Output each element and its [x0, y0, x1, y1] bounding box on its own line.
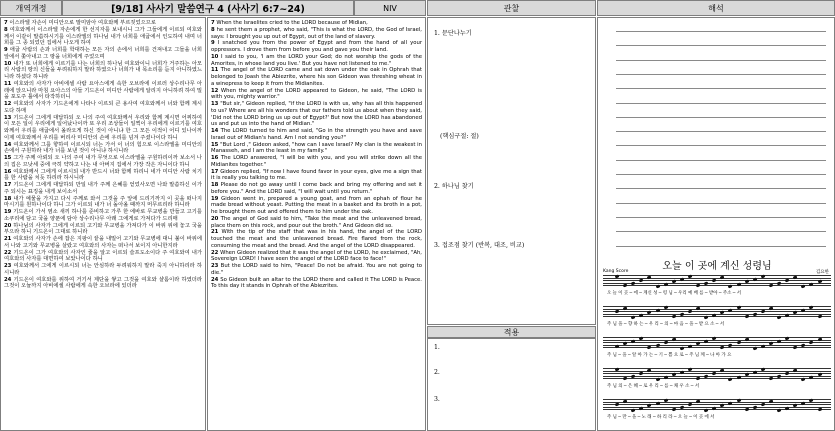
revision-header: 개역개정: [0, 0, 62, 16]
niv-verse-text: Gideon went in, prepared a young goat, and from an ephah of flour he made bread without yeast. Putting the meat in a basket and its broth in a pot, he brought them out and offered them to him under the oak.: [211, 195, 422, 215]
niv-verse-text: I said to you, 'I am the LORD your God; do not worship the gods of the Amorites, in whose land you live.' But you have not listened to me.": [211, 53, 422, 67]
korean-verse-text: 기드온이 그에게 대답하되 오 나의 주여 여호와께서 우리와 함께 계시면 어찌하여 이 모든 일이 우리에게 일어났나이까 또 우리 조상들이 일찍이 우리에게 이르기를 여호와께서 우리를 애굽에서 올라오게 하신 것이 아니냐 한 그 모든 이적이 어디 있나이까 이제 여호와께서 우리를 버리사 미디안의 손에 우리를 넘겨 주셨나이다 하니: [4, 114, 202, 141]
observation-item-1: 1. 문단나누기: [434, 30, 472, 37]
music-note: [615, 402, 619, 406]
korean-verse-text: 여호와께서 그를 향하여 이르시되 너는 가서 이 너의 힘으로 이스라엘을 미디안의 손에서 구원하라 내가 너를 보낸 것이 아니냐 하시니라: [4, 141, 202, 155]
music-staff: [603, 368, 831, 380]
music-note: [615, 309, 619, 313]
music-note: [728, 285, 732, 289]
niv-verse-number: 11: [211, 67, 219, 74]
writing-line: [616, 231, 826, 232]
niv-verse-10: [211, 54, 422, 68]
music-note: [696, 400, 700, 404]
korean-verse-number: 19: [4, 209, 12, 215]
score-label: Kang Score: [603, 269, 629, 274]
korean-verse-text: 내가 예물을 가지고 다시 주께로 와서 그것을 주 앞에 드리기까지 이 곳을 떠나지 마시기를 원하나이다 하니 그가 이르되 내가 너 돌아올 때까지 머무르리라 하니라: [4, 195, 202, 209]
writing-line: [616, 45, 826, 46]
niv-verse-8: [211, 27, 422, 41]
observation-item-2: 2. 하나님 찾기: [434, 183, 474, 190]
korean-verse-text: 여호와께서 이스라엘 자손에게 한 선지자를 보내시니 그가 그들에게 이르되 여호와께서 이같이 말씀하시기를 이스라엘의 하나님 내가 너희를 애굽에서 인도하여 내며 너희를 그 종 되었던 집에서 나오게 하여: [4, 26, 202, 47]
music-note: [655, 285, 659, 289]
music-note: [704, 374, 708, 378]
niv-verse-number: 24: [211, 276, 219, 283]
niv-verse-text: When Gideon realized that it was the angel of the LORD, he exclaimed, "Ah, Sovereign LORD! I have seen the angel of the LORD face to face!": [211, 249, 422, 263]
writing-line: [616, 131, 826, 132]
writing-line: [616, 60, 826, 61]
music-note: [696, 377, 700, 381]
music-note: [760, 402, 764, 406]
niv-verse-text: The angel of the LORD came and sat down under the oak in Ophrah that belonged to Joash the Abiezrite, where his son Gideon was threshing wheat in a winepress to keep it from the Midianites.: [211, 67, 422, 87]
observation-item-3: 3. 접조점 찾기 (반복, 대조, 비교): [434, 242, 525, 249]
observation-box: [427, 17, 596, 325]
korean-verse-number: 12: [4, 101, 12, 107]
niv-verse-number: 15: [211, 141, 219, 148]
niv-verse-11: [211, 67, 422, 87]
korean-verse-number: 14: [4, 141, 12, 148]
music-note: [631, 374, 635, 378]
korean-verse-10: [4, 61, 202, 81]
niv-verse-17: [211, 169, 422, 183]
korean-verse-text: 이스라엘 자손이 미디안으로 말미암아 여호와께 부르짖었으므로: [7, 20, 156, 26]
korean-verse-number: 9: [4, 47, 8, 53]
writing-line: [616, 74, 826, 75]
niv-verse-text: So Gideon built an altar to the LORD there and called it The LORD is Peace. To this day it stands in Ophrah of the Abiezrites.: [211, 276, 422, 290]
korean-verse-23: [4, 263, 202, 277]
music-note: [704, 409, 708, 413]
music-note: [777, 316, 781, 320]
niv-verse-13: [211, 101, 422, 128]
korean-verse-number: 17: [4, 182, 12, 188]
music-note: [752, 277, 756, 281]
korean-verse-text: 여호와의 사자가 아비에셀 사람 요아스에게 속한 오브라에 이르러 상수리나무 아래에 앉으니라 마침 요아스의 아들 기드온이 미디안 사람에게 알리지 아니하려 하여 밀을 포도주 틀에서 타작하더니: [4, 80, 202, 101]
korean-verse-11: [4, 81, 202, 101]
korean-verse-12: [4, 101, 202, 115]
music-note: [688, 402, 692, 406]
niv-verse-number: 22: [211, 249, 219, 256]
korean-verse-text: 그가 주께 아뢰되 오 나의 주여 내가 무엇으로 이스라엘을 구원하리이까 보소서 나의 집은 므낫세 중에 극히 약하고 나는 내 아버지 집에서 가장 작은 자니이다 하니: [4, 155, 202, 168]
korean-verse-number: 8: [4, 26, 8, 33]
niv-verse-number: 19: [211, 195, 219, 202]
niv-verse-number: 12: [211, 87, 219, 94]
niv-verse-text: The angel of God said to him, "Take the meat and the unleavened bread, place them on this rock, and pour out the broth." And Gideon did so.: [211, 215, 422, 229]
music-note: [671, 338, 675, 342]
niv-verse-text: When the Israelites cried to the LORD because of Midian,: [214, 20, 368, 26]
music-note: [655, 378, 659, 382]
music-note: [647, 346, 651, 350]
niv-verse-16: [211, 155, 422, 169]
korean-verse-number: 24: [4, 276, 12, 283]
niv-verse-number: 9: [211, 40, 215, 47]
music-note: [647, 276, 651, 280]
korean-verse-14: [4, 142, 202, 156]
music-note: [631, 281, 635, 285]
music-note: [704, 281, 708, 285]
korean-verse-number: 21: [4, 236, 12, 242]
lyric-line-1: 오 늘 이 곳 ─ 에 ─ 계신 성 ─ 령 님 ─ 우리 예 배 를 ─ 받아 ─ 주소 ─ 서: [607, 291, 742, 296]
music-note: [793, 346, 797, 350]
niv-header: NIV: [354, 0, 426, 16]
writing-line: [616, 145, 826, 146]
niv-verse-number: 7: [211, 20, 215, 26]
music-note: [688, 309, 692, 313]
observation-header: 관찰: [427, 0, 596, 16]
music-note: [623, 377, 627, 381]
application-box: [427, 338, 596, 431]
application-header: 적용: [427, 326, 596, 338]
niv-verse-number: 14: [211, 128, 219, 134]
niv-verse-text: "But sir," Gideon replied, "if the LORD is with us, why has all this happened to us? Where are all his wonders that our fathers told us about when they said, 'Did not the LORD bring us up out of Egypt?' But now the LORD has abandoned us and put us into the hand of Midian.": [211, 101, 422, 128]
music-note: [631, 409, 635, 413]
korean-verse-text: 여호와의 사자가 기드온에게 나타나 이르되 큰 용사여 여호와께서 너와 함께 계시도다 하매: [4, 101, 202, 114]
niv-verse-text: Gideon replied, "If now I have found favor in your eyes, give me a sign that it is really you talking to me.: [211, 168, 422, 182]
niv-verse-12: [211, 88, 422, 102]
korean-verse-21: [4, 236, 202, 250]
music-note: [785, 278, 789, 282]
korean-verse-text: 내가 또 너희에게 이르기를 나는 너희의 하나님 여호와이니 너희가 거주하는 아모리 사람의 땅의 신들을 두려워하지 말라 하였으나 너희가 내 목소리를 듣지 아니하였느니라 하셨다 하니라: [4, 60, 202, 80]
korean-verse-24: [4, 277, 202, 291]
composer-label: 김요한: [815, 270, 829, 275]
music-note: [752, 347, 756, 351]
music-note: [817, 338, 821, 342]
korean-verse-text: 여호와께서 그에게 이르시되 내가 반드시 너와 함께 하리니 네가 미디안 사람 치기를 한 사람을 치듯 하리라 하시니라: [4, 168, 202, 182]
writing-line: [616, 203, 826, 204]
music-note: [752, 405, 756, 409]
music-note: [655, 343, 659, 347]
page-title: [9/18] 사사기 말씀연구 4 (사사기 6:7~24): [62, 0, 354, 16]
korean-verse-8: [4, 27, 202, 47]
music-staff: [603, 337, 831, 349]
music-note: [744, 338, 748, 342]
interpretation-header: 해석: [597, 0, 835, 16]
keyword-verse-label: (핵심구절: 절): [440, 133, 479, 140]
korean-verse-number: 10: [4, 60, 12, 67]
music-note: [663, 340, 667, 344]
music-note: [720, 369, 724, 373]
niv-verse-text: The LORD turned to him and said, "Go in the strength you have and save Israel out of Midian's hand. Am I not sending you?": [211, 128, 422, 141]
korean-verse-text: 기드온이 가서 염소 새끼 하나를 준비하고 가루 한 에바로 무교병을 만들고 고기를 소쿠리에 담고 국을 양푼에 담아 상수리나무 아래 그에게로 가져다가 드리매: [4, 209, 202, 222]
music-note: [801, 343, 805, 347]
music-note: [769, 377, 773, 381]
writing-line: [616, 117, 826, 118]
music-note: [623, 307, 627, 311]
music-note: [712, 371, 716, 375]
korean-verse-number: 18: [4, 195, 12, 202]
niv-verse-19: [211, 196, 422, 216]
korean-verse-19: [4, 209, 202, 223]
music-note: [679, 370, 683, 374]
music-note: [671, 408, 675, 412]
music-note: [639, 371, 643, 375]
music-note: [809, 340, 813, 344]
writing-line: [616, 174, 826, 175]
korean-verse-number: 7: [4, 20, 8, 26]
niv-verse-24: [211, 277, 422, 291]
niv-verse-15: [211, 142, 422, 156]
korean-verse-17: [4, 182, 202, 196]
korean-verse-16: [4, 169, 202, 183]
korean-verse-9: [4, 47, 202, 61]
music-note: [744, 408, 748, 412]
music-note: [623, 400, 627, 404]
writing-line: [616, 160, 826, 161]
korean-verse-number: 23: [4, 263, 12, 269]
music-note: [679, 405, 683, 409]
writing-line: [616, 31, 826, 32]
music-note: [720, 346, 724, 350]
korean-verse-18: [4, 196, 202, 210]
music-note: [679, 347, 683, 351]
niv-verse-number: 13: [211, 101, 219, 107]
music-note: [736, 340, 740, 344]
niv-verse-number: 20: [211, 215, 219, 222]
song-title: 오늘 이 곳에 계신 성령님: [662, 261, 772, 272]
niv-verse-text: With the tip of the staff that was in his hand, the angel of the LORD touched the meat and the unleavened bread. Fire flared from the rock, consuming the meat and the bread. And the angel of the LORD disappeared.: [211, 229, 422, 249]
korean-verse-text: 애굽 사람의 손과 너희를 학대하는 모든 자의 손에서 너희를 건져내고 그들을 너희 앞에서 쫓아내고 그 땅을 너희에게 주었으며: [4, 47, 202, 60]
korean-verse-number: 22: [4, 249, 12, 256]
sheet-music: [601, 253, 833, 429]
music-note: [671, 315, 675, 319]
music-note: [777, 409, 781, 413]
music-note: [769, 400, 773, 404]
korean-verse-text: 여호와의 사자가 손에 잡은 지팡이 끝을 내밀어 고기와 무교병에 대니 불이 바위에서 나와 고기와 무교병을 살랐고 여호와의 사자는 떠나서 보이지 아니한지라: [4, 236, 202, 249]
music-note: [631, 316, 635, 320]
writing-line: [616, 217, 826, 218]
lyric-line-4: 주 님 의 ─ 은 혜 ─ 로 우 리 ─ 를 ─ 채 우 소 ─ 서: [607, 384, 700, 389]
music-note: [728, 378, 732, 382]
korean-verse-text: 하나님의 사자가 그에게 이르되 고기와 무교병을 가져다가 이 바위 위에 놓고 국을 부으라 하니 기드온이 그대로 하니라: [4, 222, 202, 236]
application-item-2: 2.: [434, 369, 440, 376]
music-note: [817, 408, 821, 412]
application-item-1: 1.: [434, 344, 440, 351]
music-note: [704, 316, 708, 320]
music-note: [817, 315, 821, 319]
music-note: [793, 276, 797, 280]
writing-line: [616, 188, 826, 189]
music-staff: [603, 399, 831, 411]
music-note: [720, 276, 724, 280]
music-note: [793, 369, 797, 373]
music-note: [728, 343, 732, 347]
music-note: [752, 312, 756, 316]
niv-verse-text: "But Lord ," Gideon asked, "how can I save Israel? My clan is the weakest in Manasseh, and I am the least in my family.": [211, 141, 422, 155]
music-note: [777, 374, 781, 378]
music-note: [785, 371, 789, 375]
music-note: [769, 284, 773, 288]
korean-verse-number: 16: [4, 168, 12, 175]
music-note: [696, 284, 700, 288]
music-note: [655, 308, 659, 312]
korean-verse-13: [4, 115, 202, 142]
lyric-line-5: 주 님 ─ 만 ─ 을 ─ 노 래 ─ 하 리 라 ─ 오 늘 ─ 이 곳 에 서: [607, 415, 715, 420]
niv-verse-number: 18: [211, 182, 219, 188]
korean-verse-number: 20: [4, 222, 12, 229]
niv-verse-text: The LORD answered, "I will be with you, and you will strike down all the Midianites together.": [211, 155, 422, 168]
music-note: [679, 277, 683, 281]
lyric-line-2: 주 님 을 ─ 향 하 는 ─ 우 리 ─ 의 ─ 마 음 ─ 을 ─ 받 으 소 ─ 서: [607, 322, 725, 327]
application-item-3: 3.: [434, 396, 440, 403]
niv-verse-number: 23: [211, 263, 219, 269]
music-staff: [603, 306, 831, 318]
korean-verse-text: 기드온이 그가 여호와의 사자인 줄을 알고 이르되 슬프도소이다 주 여호와여 내가 여호와의 사자를 대면하여 보았나이다 하니: [4, 249, 202, 263]
music-note: [801, 378, 805, 382]
korean-verse-number: 13: [4, 114, 12, 121]
niv-verse-18: [211, 182, 422, 196]
korean-verse-22: [4, 250, 202, 264]
niv-verse-9: [211, 40, 422, 54]
music-note: [760, 309, 764, 313]
music-note: [777, 281, 781, 285]
music-note: [696, 307, 700, 311]
niv-verse-14: [211, 128, 422, 142]
music-note: [639, 278, 643, 282]
music-note: [769, 307, 773, 311]
niv-verse-text: I snatched you from the power of Egypt and from the hand of all your oppressors. I drove them from before you and gave you their land.: [211, 40, 422, 53]
korean-verse-7: [4, 20, 202, 27]
music-note: [647, 369, 651, 373]
niv-verse-number: 10: [211, 53, 219, 60]
music-staff: [603, 275, 831, 287]
niv-verse-23: [211, 263, 422, 277]
lyric-line-3: 주 님 ─ 을 ─ 알 아 가 는 ─ 기 ─ 쁨 으 로 ─ 주 님 께 ─ 나 아 가 요: [607, 353, 732, 358]
niv-verse-number: 17: [211, 168, 219, 175]
niv-verse-number: 16: [211, 155, 219, 161]
music-note: [655, 401, 659, 405]
korean-verse-text: 기드온이 여호와를 위하여 거기서 제단을 쌓고 그것을 여호와 샬롬이라 하였더라 그것이 오늘까지 아비에셀 사람에게 속한 오브라에 있더라: [4, 276, 202, 290]
writing-line: [616, 88, 826, 89]
writing-line: [616, 246, 826, 247]
niv-verse-21: [211, 229, 422, 249]
music-note: [712, 278, 716, 282]
korean-verse-number: 11: [4, 80, 12, 87]
niv-verse-text: But the LORD said to him, "Peace! Do not be afraid. You are not going to die.": [211, 263, 422, 276]
korean-verse-text: 여호와께서 그에게 이르시되 너는 안심하라 두려워하지 말라 죽지 아니하리라 하시니라: [4, 263, 202, 276]
niv-text-column: [207, 17, 426, 431]
korean-verse-15: [4, 155, 202, 169]
korean-text-column: [0, 17, 206, 431]
music-note: [752, 370, 756, 374]
korean-verse-text: 기드온이 그에게 대답하되 만일 내가 주께 은혜를 얻었사오면 나와 말씀하신 이가 주 되시는 표징을 내게 보이소서: [4, 182, 202, 195]
music-note: [623, 284, 627, 288]
music-note: [744, 315, 748, 319]
korean-verse-20: [4, 223, 202, 237]
writing-line: [616, 103, 826, 104]
niv-verse-text: he sent them a prophet, who said, "This is what the LORD, the God of Israel, says: I brought you up out of Egypt, out of the land of slavery.: [211, 26, 422, 40]
niv-verse-22: [211, 250, 422, 264]
niv-verse-text: Please do not go away until I come back and bring my offering and set it before you." And the LORD said, "I will wait until you return.": [211, 182, 422, 195]
niv-verse-number: 8: [211, 26, 215, 33]
niv-verse-number: 21: [211, 229, 219, 236]
korean-verse-number: 15: [4, 155, 12, 161]
niv-verse-text: When the angel of the LORD appeared to Gideon, he said, "The LORD is with you, mighty warrior.": [211, 87, 422, 101]
niv-verse-7: [211, 20, 422, 27]
niv-verse-20: [211, 216, 422, 230]
music-note: [801, 285, 805, 289]
music-note: [679, 312, 683, 316]
